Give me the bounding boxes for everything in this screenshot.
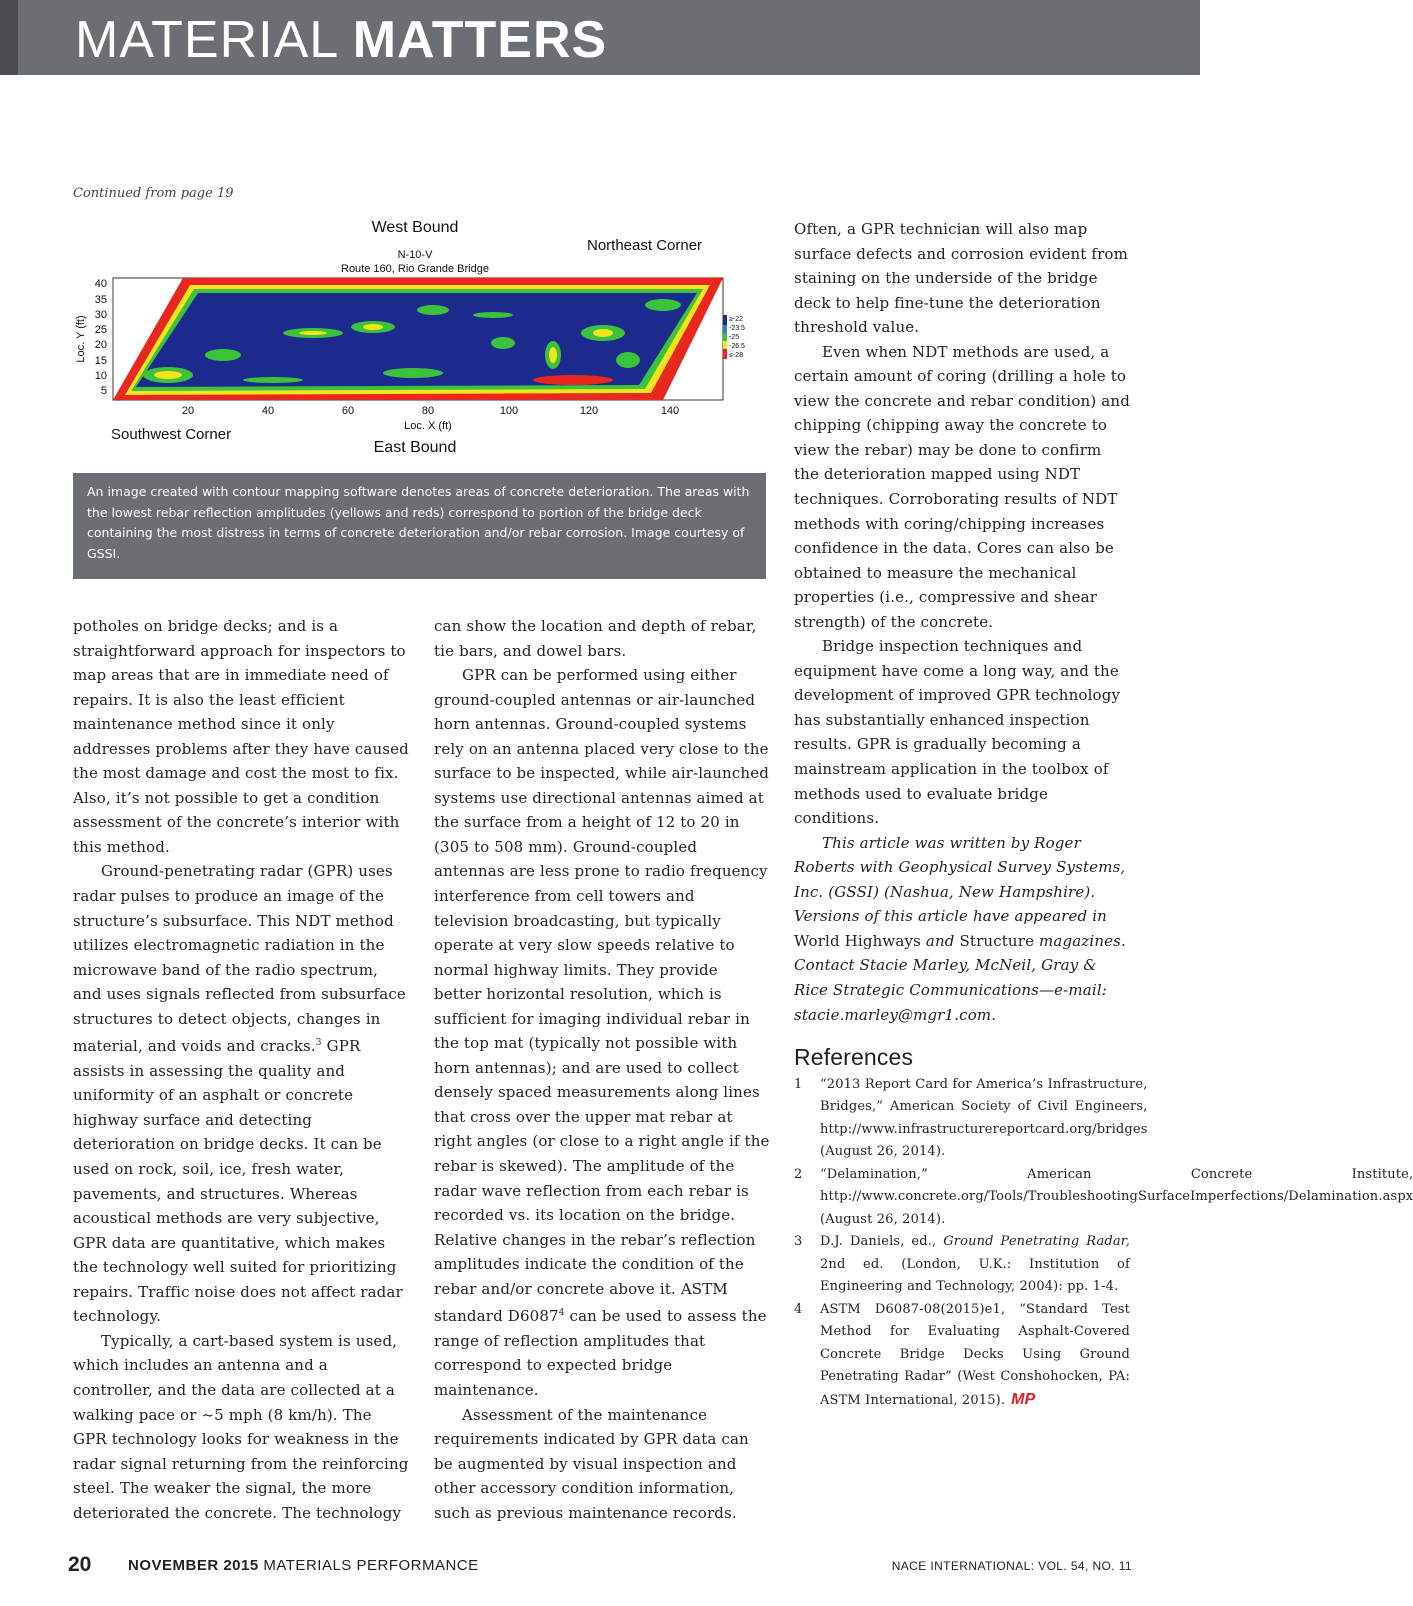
- footnote-ref: 4: [558, 1308, 565, 1319]
- fig-ylabel: Loc. Y (ft): [75, 315, 87, 363]
- fig-subtitle1: N-10-V: [397, 249, 433, 261]
- fig-subtitle2: Route 160, Rio Grande Bridge: [341, 263, 489, 275]
- section-title-light: MATERIAL: [75, 11, 353, 69]
- fig-legend: [723, 315, 745, 359]
- reference-item: 2 “Delamination,” American Concrete Institute, http://www.concrete.org/Tools/TroubleshootingSurfaceImperfections/Delamination.aspx (August 26, 2014).: [794, 1166, 1413, 1227]
- footnote-ref: 3: [315, 1038, 322, 1049]
- xtick: 20: [181, 405, 195, 417]
- ytick: 5: [100, 385, 107, 397]
- paragraph: Typically, a cart-based system is used, which includes an antenna and a controller, and the data are collected at a walking pace or ~5 mph (8 km/h). The GPR technology looks for weakness in the radar signal returning from the reinforcing steel. The weaker the signal, the more deteriorated the concrete. The technology: [73, 1331, 409, 1522]
- continued-note: Continued from page 19: [73, 186, 234, 201]
- page-footer: [68, 1553, 1132, 1577]
- ytick: 15: [94, 355, 107, 367]
- fig-title-top: West Bound: [371, 219, 459, 236]
- legend-label: ≤-28: [729, 352, 743, 359]
- page-header: [0, 0, 1200, 75]
- header-accent-bar: [0, 0, 18, 75]
- references-heading: References: [794, 1044, 914, 1071]
- xtick: 140: [660, 405, 680, 417]
- reference-item: 3 D.J. Daniels, ed., Ground Penetrating Radar, 2nd ed. (London, U.K.: Institution of Engineering and Technology, 2004): pp. 1-4.: [794, 1234, 1131, 1295]
- xtick: 60: [341, 405, 355, 417]
- issue-label: NOVEMBER 2015 MATERIALS PERFORMANCE: [128, 1557, 479, 1574]
- paragraph: Even when NDT methods are used, a certain amount of coring (drilling a hole to view the concrete and rebar condition) and chipping (chipping away the concrete to view the rebar) may be done to confirm the deterioration mapped using NDT techniques. Corroborating results of NDT methods with coring/chipping increases confidence in the data. Cores can also be obtained to measure the mechanical properties (i.e., compressive and shear strength) of the concrete.: [794, 342, 1130, 631]
- reference-item: 1 “2013 Report Card for America’s Infrastructure, Bridges,” American Society of Civil Engineers, http://www.infrastructurereportcard.org/bridges (August 26, 2014).: [794, 1076, 1148, 1160]
- mp-logo-icon: MP: [1011, 1390, 1036, 1408]
- ytick: 10: [94, 370, 107, 382]
- figure-caption: An image created with contour mapping software denotes areas of concrete deterioration. The areas with the lowest rebar reflection amplitudes (yellows and reds) correspond to portion of the bridge deck containing the most distress in terms of concrete deterioration and/or rebar corrosion. Image courtesy of GSSI.: [73, 473, 766, 579]
- gpr-contour-figure: [73, 215, 766, 465]
- paragraph: Often, a GPR technician will also map surface defects and corrosion evident from staining on the underside of the bridge deck to help fine-tune the deterioration threshold value.: [794, 220, 1128, 337]
- section-title: [75, 10, 607, 70]
- xtick: 80: [421, 405, 435, 417]
- ytick: 30: [94, 309, 107, 321]
- paragraph: Ground-penetrating radar (GPR) uses radar pulses to produce an image of the structure’s subsurface. This NDT method utilizes electromagnetic radiation in the microwave band of the radio spectrum, and uses signals reflected from subsurface structures to detect objects, changes in material, and voids and cracks.$^3$ GPR assists in assessing the quality and uniformity of an asphalt or concrete highway surface and detecting deterioration on bridge decks. It can be used on rock, soil, ice, fresh water, pavements, and structures. Whereas acoustical methods are very subjective, GPR data are quantitative, which makes the technology well suited for prioritizing repairs. Traffic noise does not affect radar technology.: [73, 862, 406, 1326]
- xtick: 40: [261, 405, 275, 417]
- fig-title-bottom: East Bound: [373, 439, 457, 456]
- legend-label: -23.5: [729, 325, 745, 332]
- column-2: [434, 614, 770, 1525]
- fig-corner-ne: Northeast Corner: [587, 237, 703, 254]
- page-number: 20: [68, 1553, 92, 1576]
- ytick: 20: [94, 339, 107, 351]
- fig-xlabel: Loc. X (ft): [404, 420, 452, 432]
- volume-label: NACE INTERNATIONAL: VOL. 54, NO. 11: [891, 1559, 1132, 1573]
- xtick: 100: [499, 405, 519, 417]
- legend-label: -25: [729, 334, 740, 341]
- paragraph: potholes on bridge decks; and is a straightforward approach for inspectors to map areas that are in immediate need of repairs. It is also the least efficient maintenance method since it only addresses problems after they have caused the most damage and cost the most to fix. Also, it’s not possible to get a condition assessment of the concrete’s interior with this method.: [73, 617, 409, 856]
- ytick: 35: [94, 294, 107, 306]
- author-note: This article was written by Roger Roberts with Geophysical Survey Systems, Inc. (GSSI) (Nashua, New Hampshire). Versions of this article have appeared in World Highways and Structure magazines. Contact Stacie Marley, McNeil, Gray & Rice Strategic Communications—e-mail: stacie.marley@mgr1.com.: [794, 833, 1126, 1024]
- ytick: 40: [94, 278, 107, 290]
- paragraph: can show the location and depth of rebar, tie bars, and dowel bars.: [434, 617, 757, 660]
- section-title-bold: MATTERS: [352, 11, 608, 69]
- column-1: [73, 614, 409, 1525]
- legend-label: -26.5: [729, 343, 745, 350]
- legend-label: ≥-22: [729, 316, 743, 323]
- gpr-contour-map: [73, 215, 766, 465]
- paragraph: Bridge inspection techniques and equipment have come a long way, and the development of improved GPR technology has substantially enhanced inspection results. GPR is gradually becoming a mainstream application in the toolbox of methods used to evaluate bridge conditions.: [794, 637, 1121, 828]
- paragraph: GPR can be performed using either ground-coupled antennas or air-launched horn antennas. Ground-coupled systems rely on an antenna placed very close to the surface to be inspected, while air-launched systems use directional antennas aimed at the surface from a height of 12 to 20 in (305 to 508 mm). Ground-coupled antennas are less prone to radio frequency interference from cell towers and television broadcasting, but typically operate at very slow speeds relative to normal highway limits. They provide better horizontal resolution, which is sufficient for imaging individual rebar in the top mat (typically not possible with horn antennas); and are used to collect densely spaced measurements along lines that cross over the upper mat rebar at right angles (or close to a right angle if the rebar is skewed). The amplitude of the radar wave reflection from each rebar is recorded vs. its location on the bridge. Relative changes in the rebar’s reflection amplitudes indicate the condition of the rebar and/or concrete above it. ASTM standard D6087$^4$ can be used to assess the range of reflection amplitudes that correspond to expected bridge maintenance.: [434, 666, 770, 1399]
- xtick: 120: [579, 405, 599, 417]
- reference-item: 4 ASTM D6087-08(2015)e1, “Standard Test Method for Evaluating Asphalt-Covered Concrete Bridge Decks Using Ground Penetrating Radar” (West Conshohocken, PA: ASTM International, 2015). MP: [794, 1299, 1130, 1413]
- column-3: [794, 217, 1413, 1412]
- paragraph: Assessment of the maintenance requirements indicated by GPR data can be augmented by visual inspection and other accessory condition information, such as previous maintenance records.: [434, 1405, 749, 1522]
- fig-corner-sw: Southwest Corner: [111, 426, 232, 443]
- ytick: 25: [94, 324, 107, 336]
